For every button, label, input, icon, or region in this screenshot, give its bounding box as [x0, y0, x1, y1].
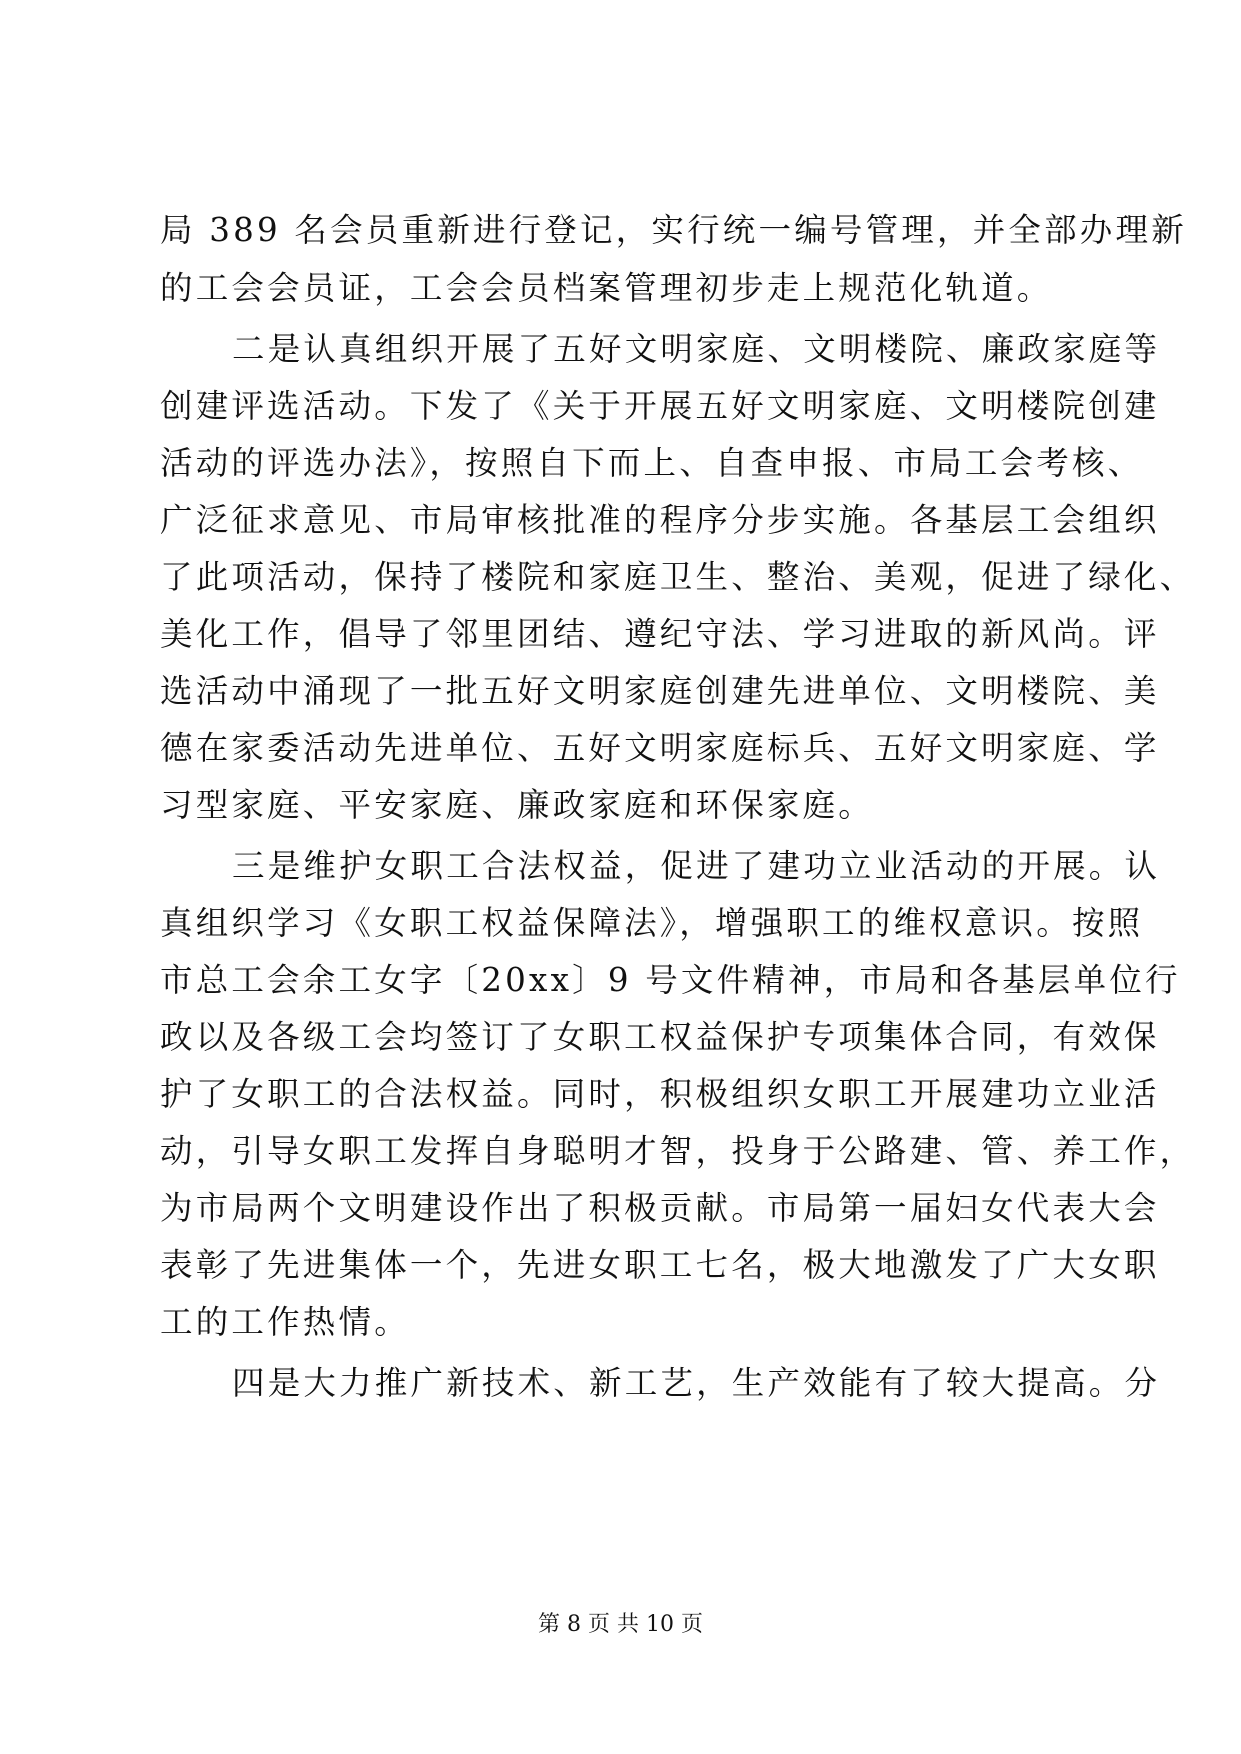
text-line: 活动的评选办法》，按照自下而上、自查申报、市局工会考核、	[160, 444, 1144, 482]
text-line: 工的工作热情。	[160, 1303, 410, 1341]
paragraph-start-line: 四是大力推广新技术、新工艺，生产效能有了较大提高。分	[232, 1364, 1161, 1402]
paragraph-start-line: 二是认真组织开展了五好文明家庭、文明楼院、廉政家庭等	[232, 330, 1161, 368]
text-line: 选活动中涌现了一批五好文明家庭创建先进单位、文明楼院、美	[160, 672, 1160, 710]
text-line: 局 389 名会员重新进行登记，实行统一编号管理，并全部办理新	[160, 211, 1187, 249]
text-line: 广泛征求意见、市局审核批准的程序分步实施。各基层工会组织	[160, 501, 1160, 539]
text-line: 表彰了先进集体一个，先进女职工七名，极大地激发了广大女职	[160, 1246, 1160, 1284]
text-line: 德在家委活动先进单位、五好文明家庭标兵、五好文明家庭、学	[160, 729, 1160, 767]
text-line: 习型家庭、平安家庭、廉政家庭和环保家庭。	[160, 786, 875, 824]
text-line: 政以及各级工会均签订了女职工权益保护专项集体合同，有效保	[160, 1018, 1160, 1056]
text-line: 护了女职工的合法权益。同时，积极组织女职工开展建功立业活	[160, 1075, 1160, 1113]
text-line: 为市局两个文明建设作出了积极贡献。市局第一届妇女代表大会	[160, 1189, 1160, 1227]
page-footer: 第 8 页 共 10 页	[538, 1612, 703, 1637]
paragraph-start-line: 三是维护女职工合法权益，促进了建功立业活动的开展。认	[232, 847, 1161, 885]
text-line: 市总工会余工女字〔20xx〕9 号文件精神，市局和各基层单位行	[160, 961, 1181, 999]
text-line: 创建评选活动。下发了《关于开展五好文明家庭、文明楼院创建	[160, 387, 1160, 425]
text-line: 了此项活动，保持了楼院和家庭卫生、整治、美观，促进了绿化、	[160, 558, 1196, 596]
text-line: 美化工作，倡导了邻里团结、遵纪守法、学习进取的新风尚。评	[160, 615, 1160, 653]
text-line: 的工会会员证，工会会员档案管理初步走上规范化轨道。	[160, 269, 1053, 307]
text-line: 动，引导女职工发挥自身聪明才智，投身于公路建、管、养工作，	[160, 1132, 1196, 1170]
text-line: 真组织学习《女职工权益保障法》，增强职工的维权意识。按照	[160, 904, 1144, 942]
